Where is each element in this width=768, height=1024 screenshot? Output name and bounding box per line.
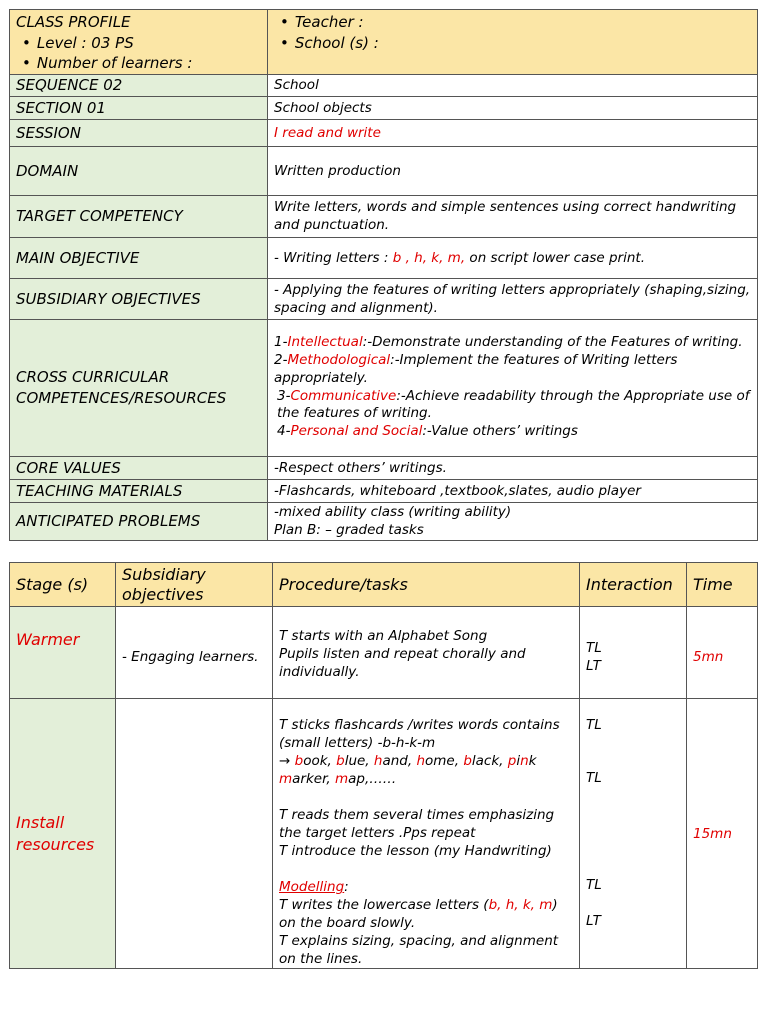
example-words: → book, blue, hand, home, black, pink marker, map,…… — [279, 753, 537, 787]
domain-value: Written production — [268, 146, 758, 195]
stage-header: Stage (s) — [10, 563, 116, 607]
teaching-materials-label: TEACHING MATERIALS — [10, 479, 268, 502]
main-objective-letters: b , h, k, m, — [392, 249, 466, 266]
lesson-stages-table — [9, 562, 758, 969]
class-profile-cell — [10, 10, 268, 75]
install-interaction: TL TL TL LT — [580, 699, 687, 969]
competence-personal-social: 4-Personal and Social:-Value others’ writings — [277, 423, 578, 440]
teacher-field: • Teacher : — [274, 12, 751, 33]
cross-curricular-value — [268, 319, 758, 456]
target-competency-value: Write letters, words and simple sentences using correct handwriting and punctuation. — [268, 195, 758, 237]
teaching-materials-value: -Flashcards, whiteboard ,textbook,slates, audio player — [268, 479, 758, 502]
main-objective-label: MAIN OBJECTIVE — [10, 237, 268, 278]
warmer-interaction: TL LT — [580, 607, 687, 699]
school-field: • School (s) : — [274, 33, 751, 54]
anticipated-problems-value: -mixed ability class (writing ability) Plan B: – graded tasks — [268, 502, 758, 540]
session-value: I read and write — [268, 119, 758, 146]
cross-curricular-label: CROSS CURRICULAR COMPETENCES/RESOURCES — [10, 319, 268, 456]
competence-methodological: 2-Methodological:-Implement the features of Writing letters appropriately. — [274, 351, 678, 386]
modelling-step: Modelling: — [279, 879, 349, 895]
class-profile-table — [9, 9, 758, 541]
anticipated-problems-label: ANTICIPATED PROBLEMS — [10, 502, 268, 540]
level-field: • Level : 03 PS — [16, 33, 261, 54]
target-competency-label: TARGET COMPETENCY — [10, 195, 268, 237]
procedure-header: Procedure/tasks — [273, 563, 580, 607]
teacher-school-cell — [268, 10, 758, 75]
main-objective-suffix: on script lower case print. — [465, 249, 645, 266]
interaction-header: Interaction — [580, 563, 687, 607]
competence-intellectual: 1-Intellectual:-Demonstrate understanding of the Features of writing. — [274, 334, 743, 351]
class-profile-title: CLASS PROFILE — [16, 13, 131, 31]
install-subsidiary — [116, 699, 273, 969]
core-values-label: CORE VALUES — [10, 456, 268, 479]
sequence-value: School — [268, 74, 758, 96]
competence-communicative: 3-Communicative:-Achieve readability through the Appropriate use of the features of writing. — [277, 387, 750, 422]
section-label: SECTION 01 — [10, 96, 268, 119]
subsidiary-objectives-label: SUBSIDIARY OBJECTIVES — [10, 278, 268, 319]
install-stage: Install resources — [10, 699, 116, 969]
warmer-subsidiary: - Engaging learners. — [116, 607, 273, 699]
time-header: Time — [687, 563, 758, 607]
warmer-time: 5mn — [687, 607, 758, 699]
install-time: 15mn — [687, 699, 758, 969]
warmer-stage: Warmer — [10, 607, 116, 699]
subsidiary-header: Subsidiary objectives — [116, 563, 273, 607]
install-procedure: T sticks flashcards /writes words contains (small letters) -b-h-k-m → book, blue, hand, home, black, pink marker, map,…… T reads them several times emphasizing the target letters .Pps repeat T introduce the lesson (my Handwriting) Modelling: T writes the lowercase letters (b, h, k, m) on the board slowly. T explains sizing, spacing, and alignment on the lines. — [273, 699, 580, 969]
warmer-procedure: T starts with an Alphabet Song Pupils listen and repeat chorally and individually. — [273, 607, 580, 699]
learners-field: • Number of learners : — [16, 53, 261, 74]
main-objective-prefix: - Writing letters : — [274, 249, 393, 266]
section-value: School objects — [268, 96, 758, 119]
subsidiary-objectives-value: - Applying the features of writing letters appropriately (shaping,sizing, spacing and alignment). — [268, 278, 758, 319]
main-objective-value — [268, 237, 758, 278]
core-values-value: -Respect others’ writings. — [268, 456, 758, 479]
session-label: SESSION — [10, 119, 268, 146]
domain-label: DOMAIN — [10, 146, 268, 195]
sequence-label: SEQUENCE 02 — [10, 74, 268, 96]
